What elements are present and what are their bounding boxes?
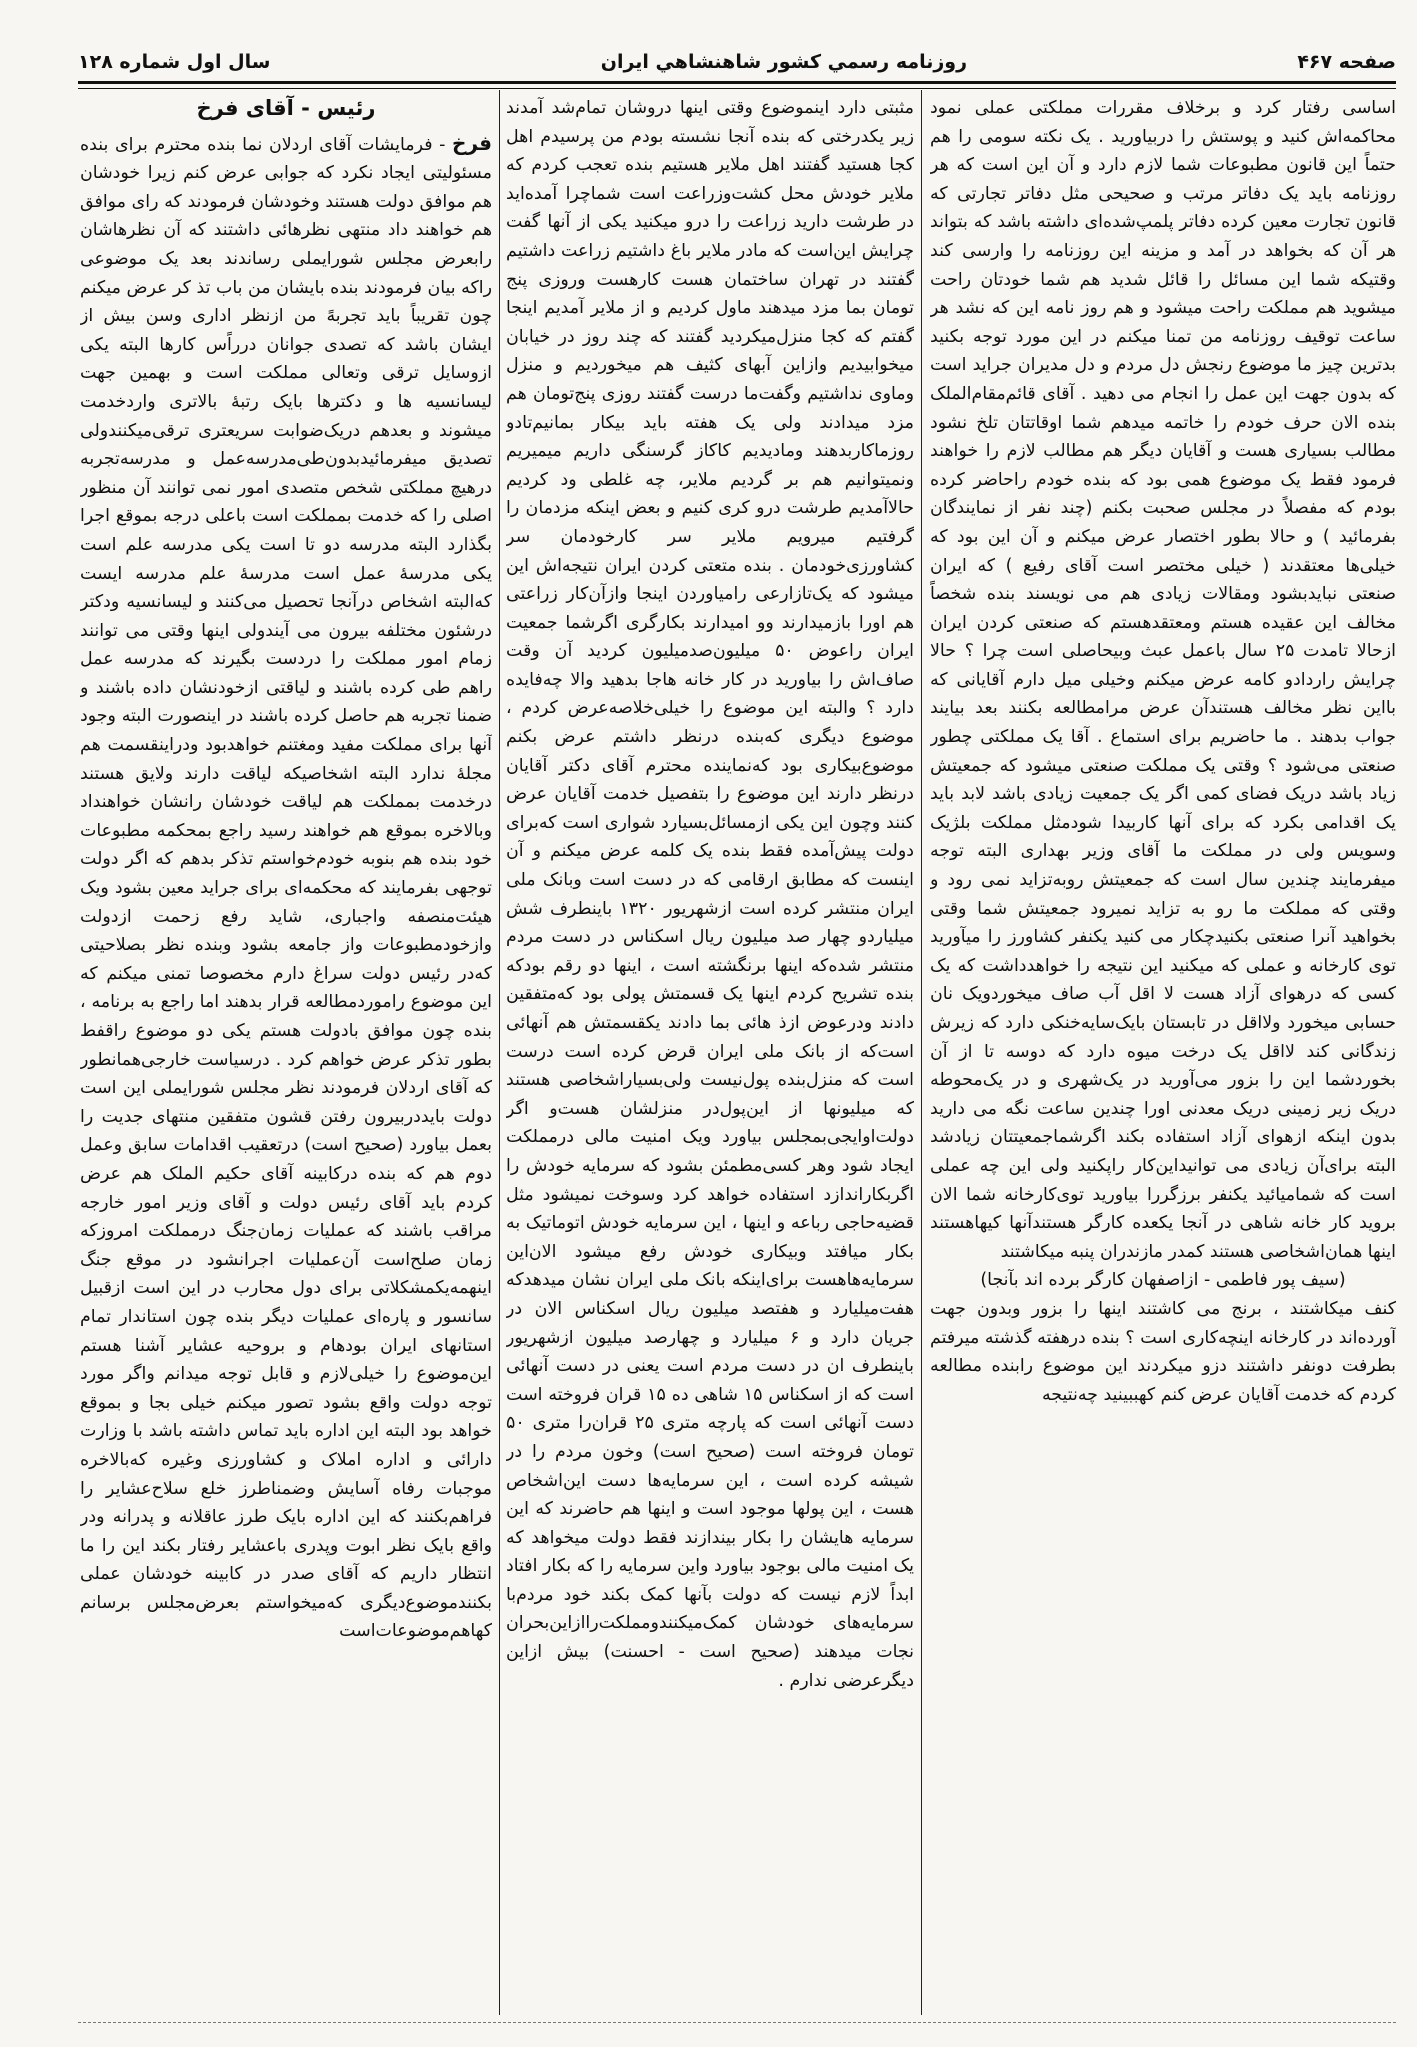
column-divider-left <box>499 90 500 2015</box>
speaker-name: فرخ <box>452 130 492 155</box>
column-middle-paragraph: مثبتی دارد اینموضوع وقتی اینها دروشان تمام‌شد آمدند زیر یکدرختی که بنده آنجا نشسته بودم من پرسیدم اهل کجا هستید گفتند اهل ملایر هستیم بنده تعجب کردم که ملایر خودش محل کشت‌وزراعت است شماچرا آمده‌اید در طرشت دارید زراعت را درو میکنید یکی از آنها گفت چرایش این‌است که مادر ملایر باغ داشتیم زراعت داشتیم گفتند در تهران ساختمان هست کارهست وروزی پنج تومان بما مزد میدهند ماول کردیم و از ملایر آمدیم اینجا گفتم که کجا منزل‌میکردید گفتند که چند روز در خیابان میخوابیدیم وازاین آبهای کثیف هم میخوردیم و منزل وماوی نداشتیم وگفت‌ما درست گفتند روزی پنج‌تومان هم مزد میدادند ولی یک هفته باید بیکار بمانیم‌تادو روز‌ماکاربدهند ومادیدیم کاکاز گرسنگی داریم میمیریم ونمیتوانیم هم بر گردیم ملایر، چه غلطی ود کردیم حالاآمدیم طرشت درو کری کنیم و بعض اینکه مزدمان را گرفتیم میرویم ملایر سر کارخودمان سر کشاورزی‌خودمان . بنده متعتی کردن ایران نتیجه‌اش این میشود که یک‌تازارعی رامیاوردن اینجا وازآن‌کار زراعتی هم اورا بازمیدارند وو امیدارند بکارگری اگرشما جمعیت ایران راعوض ۵۰ میلیون‌صدمیلیون کردید آن وقت صاف‌اش را بیاورید در کار خانه هاجا بدهید والا چه‌فایده دارد ؟ والبته این موضوع را خیلی‌خلاصه‌عرض کردم ، موضوع دیگری که‌بنده درنظر داشتم عرض بکنم موضوع‌بیکاری بود که‌نماینده محترم آقای دکتر آقایان درنظر دارند این موضوع را بتفصیل خدمت آقایان عرض کنند وچون این یکی ازمسائل‌بسیارد شواری است که‌برای دولت پیش‌آمده فقط بنده یک کلمه عرض میکنم و آن اینست که مطابق ارقامی که در دست است وبانک ملی ایران منتشر کرده است ازشهریور ۱۳۲۰ باینطرف شش میلیاردو چهار صد میلیون ریال اسکناس در دست مردم منتشر شده‌که اینها برنگشته است ، اینها دو رقم بودکه بنده تشریح کردم اینها یک قسمتش پولی بود که‌متفقین دادند ودرعوض ازذ هائی بما دادند یکقسمتش هم آنهائی است‌که از بانک ملی ایران قرض کرده است درست است که منزل‌بنده پول‌نیست ولی‌بسیاراشخاصی هستند که میلیونها از این‌پول‌در منزلشان هست‌و اگر دولت‌اوایجی‌بمجلس بیاورد ویک امنیت مالی درمملکت ایجاد شود وهر کسی‌مطمئن بشود که سرمایه‌ خودش را اگربکاراندازد استفاده خواهد کرد وسوخت نمیشود مثل قضیه‌حاجی رباعه و اینها ، این سرمایه خودش اتوماتیک به بکار میافتد وبیکاری خودش رفع میشود الان‌این سرمایه‌هاهست برای‌اینکه بانک ملی ایران نشان میدهد‌که هفت‌میلیارد و هفتصد میلیون ریال اسکناس الان در جریان دارد و ۶ میلیارد و چهارصد میلیون ازشهریور باینطرف ان در دست مردم است یعنی در دست آنهائی است که از اسکناس ۱۵ شاهی ده ۱۵ قران فروخته است دست آنهائی است که پارچه متری ۲۵ قران‌را متری ۵۰ تومان فروخته است (صحیح است) وخون مردم را در شیشه کرده است ، این سرمایه‌ها دست این‌اشخاص هست ، این پولها موجود است و اینها هم حاضرند که این سرمایه هایشان را بکار بیندازند فقط دولت میخواهد که یک امنیت مالی بوجود بیاورد واین سرمایه را که بکار افتاد ابداً لازم نیست که دولت بآنها کمک بکند خود مردم‌با سرمایه‌های خودشان کمک‌میکنند‌ومملکت‌راازاین‌بحران نجات میدهند (صحیح است - احسنت) بیش ازاین دیگرعرضی ندارم . <box>506 98 914 1691</box>
column-divider-right <box>921 90 922 2015</box>
page-bottom-edge <box>78 2022 1396 2023</box>
chair-announcement: رئیس - آقای فرخ <box>196 96 376 120</box>
column-right-paragraph-1: اساسی رفتار کرد و برخلاف مقررات مملکتی عملی نمود محاکمه‌اش کنید و پوستش را دربیاورید . یک نکته سومی را هم حتماً این قانون مطبوعات شما لازم دارد و آن این است که هر روزنامه باید یک دفاتر مرتب و صحیحی مثل دفاتر تجارتی که قانون تجارت معین کرده دفاتر پلمپ‌شده‌ای داشته باشد که بتواند هر آن که بخواهد در آمد و مزینه این روزنامه را وارسی کند وقتیکه شما این مسائل را قائل شدید هم شما خودتان راحت میشوید هم مملکت راحت میشود و هم روز نامه این که نشد هر ساعت توقیف روزنامه من تمنا میکنم در این مورد توجه بکنید بدترین چیز ما موضوع رنجش دل مردم و دل مدیران جراید است که بدون جهت این عمل را انجام می دهید . آقای قائم‌مقام‌الملک بنده الان حرف خودم را خاتمه میدهم شما اوقاتتان تلخ نشود مطالب بسیاری هست و آقایان دیگر هم مطالب لازم را خواهند فرمود فقط یک موضوع همی بود که بنده خودم راحاضر کرده بودم که مفصلاً در مجلس صحبت بکنم (چند نفر از نمایندگان بفرمائید ) و حالا بطور اختصار عرض میکنم و آن این بود که خیلی‌ها معتقدند ( خیلی مختصر است آقای رفیع ) که ایران صنعتی نبایدبشود ومقالات زیادی هم می نویسند بنده شخصاً مخالف این عقیده هستم ومعتقدهستم که صنعتی کردن ایران ازحالا تامدت ۲۵ سال باعمل عبث وبیحاصلی است چرا ؟ حالا چرایش راردادو کامه عرض میکنم وخیلی میل دارم آقایانی که بااین نظر مخالف هستندآن عرض مرامطالعه بکنند بعد بیایند جواب بدهند . ما حاضریم برای استماع . آقا یک مملکتی چطور صنعتی می‌شود ؟ وقتی یک مملکت صنعتی میشود که جمعیتش زیاد باشد دریک فضای کمی اگر یک جمعیت زیادی باشد لابد باید یک اقدامی بکرد که برای آنها کاربیدا شودمثل مملکت بلژیک وسویس ولی در مملکت ما آقای وزیر بهداری البته توجه میفرمایند چندین سال است که جمعیتش روبه‌تزاید نمی رود و وقتی که مملکت ما رو به تزاید نمیرود جمعیتش شما وقتی بخواهید آنرا صنعتی بکنید‌چکار می کنید یکنفر کشاورز را میآورید توی کارخانه و عملی که میکنید این نتیجه را خواهدداشت که یک کسی که درهوای آزاد هست لا اقل آب صاف میخوردویک نان حسابی میخورد ولااقل در تابستان بایک‌سایه‌خنکی دارد که زیرش زندگانی کند لااقل یک درخت میوه دارد که دوسه تا از آن بخوردشما این را بزور می‌آورید در یک‌شهری و در یک‌محوطه دریک زیر زمینی دریک معدنی اورا چندین ساعت نگه می دارید بدون اینکه ازهوای آزاد استفاده بکند اگرشماجمعیتتان زیادشد البته برای‌آن زیادی می توانیداین‌کار راپکنید ولی این چه عملی است که شمامیائید یکنفر برزگررا بیاورید توی‌کارخانه شما الان بروید کار خانه شاهی در آنجا یکعده کارگر هستندآنها کیها‌هستند اینها همان‌اشخاصی هستند کمدر مازندران پنبه میکاشتند <box>930 98 1396 1262</box>
newspaper-title: روزنامه رسمي كشور شاهنشاهي ايران <box>600 51 968 73</box>
header-rule-thin <box>78 88 1396 89</box>
column-right-paragraph-2: کنف میکاشتند ، برنج می کاشتند اینها را بزور وبدون جهت آورده‌اند در کارخانه اینچه‌کاری است ؟ بنده درهفته گذشته میرفتم بطرفت دونفر داشتند دزو میکردند این موضوع رابنده مطالعه کردم که خدمت آقایان عرض کنم کهببینید چه‌نتیجه <box>930 1298 1396 1405</box>
page-number: صفحه ۴۶۷ <box>1297 51 1396 73</box>
column-left <box>80 94 492 2014</box>
speech-text: - فرمایشات آقای اردلان نما بنده محترم برای بنده مسئولیتی ایجاد نکرد که جوابی عرض کنم زیرا خودشان هم موافق دولت هستند وخودشان فرمودند که رای موافق هم خواهند داد منتهی نظرهائی داشتند که آن نظرهاشان رابعرض مجلس شورایملی رساندند بعد یک موضوعی راکه بیان فرمودند بنده بایشان من باب تذ کر عرض میکنم چون تقریباً باید تجربهً من ازنظر اداری وسن بیش از ایشان باشد که تصدی جوانان درراًس کارها البته یکی ازوسایل ترقی وتعالی مملکت است و بهمین جهت لیسانسیه ها و دکترها بایک رتبهٔ بالاتری واردخدمت میشوند و بعدهم دریک‌ضوابت سریعتری ترقی‌میکنندولی تصدیق میفرمائید‌بدون‌طی‌مدرسه‌عمل و مدرسه‌تجربه درهیچ مملکتی شخص متصدی امور نمی توانند آن منظور اصلی را که خدمت بمملکت است باعلی درجه بموقع اجرا بگذارد البته مدرسه دو تا است یکی مدرسه علم است یکی مدرسهٔ عمل است مدرسهٔ علم مدرسه ایست که‌البته اشخاص درآنجا تحصیل می‌کنند و لیسانسیه ودکتر درشئون مختلفه بیرون می آیندولی اینها وقتی می توانند زمام امور مملکت را دردست بگیرند که مدرسه عمل راهم طی کرده باشند و لیاقتی ازخودنشان داده باشند و ضمنا تجربه هم حاصل کرده باشند در اینصورت البته وجود آنها برای مملکت مفید ومغتنم خواهدبود ودراینقسمت هم مجلهٔ ندارد البته اشخاصیکه لیاقت دارند ولایق هستند درخدمت بمملکت هم لیاقت خودشان رانشان خواهنداد وبالاخره بموقع هم خواهند رسید راجع بمحکمه مطبوعات خود بنده هم بنوبه خودم‌خواستم تذکر بدهم که اگر دولت توجهی بفرمایند که محکمه‌ای برای جراید معین بشود ویک هیئت‌منصفه واجباری، شاید رفع زحمت ازدولت وازخودمطبوعات واز جامعه بشود وبنده نظر بصلاحیتی که‌در رئیس دولت سراغ دارم مخصوصا تمنی میکنم که این موضوع راموردمطالعه قرار بدهند اما راجع به برنامه ، بنده چون موافق بادولت هستم یکی دو موضوع راقفط بطور تذکر عرض خواهم کرد . درسیاست خارجی‌همانطور که آقای اردلان فرمودند نظر مجلس شورایملی این است دولت بایددربیرون رفتن قشون متفقین منتهای جدیت را بعمل بیاورد (صحیح است) درتعقیب اقدامات سابق وعمل دوم هم که بنده درکابینه آقای حکیم الملک هم عرض کردم باید آقای رئیس دولت و آقای وزیر امور خارجه مراقب باشند که عملیات زمان‌جنگ درمملکت امروزکه زمان صلح‌است آن‌عملیات اجرانشود در موقع جنگ اینهمه‌یکمشکلاتی برای دول محارب در این است ازقبیل سانسور و پاره‌ای عملیات دیگر بنده چون استاندار تمام استانهای ایران بودهام و بروحیه عشایر آشنا هستم این‌موضوع را خیلی‌لازم و قابل توجه میدانم واگر مورد توجه دولت واقع بشود تصور میکنم خیلی بجا و بموقع خواهد بود البته این اداره باید تماس داشته باشد با وزارت دارائی و اداره املاک و کشاورزی وغیره که‌بالاخره موجبات رفاه آسایش وضمناطرز خلع سلاح‌عشایر را فراهم‌بکنند که این اداره بایک طرز عاقلانه و پدرانه ودر واقع بایک نظر ابوت وپدری باعشایر رفتار بکند این را ما انتظار داریم که آقای صدر در کابینه خودشان عملی بکنند‌موضوع‌دیگری که‌میخواستم بعرض‌مجلس برسانم کهاهم‌موضوعات‌است <box>80 134 492 1642</box>
column-left-paragraph <box>80 129 492 1646</box>
header-rule-thick <box>78 81 1396 84</box>
issue-number: سال اول شماره ۱۲۸ <box>78 51 271 73</box>
column-right <box>930 94 1396 2014</box>
page-header <box>78 48 1396 76</box>
column-middle <box>506 94 914 2014</box>
interjection-seyf-pour-fatemi: (سیف پور فاطمی - ازاصفهان کارگر برده اند بآنجا) <box>980 1270 1346 1291</box>
